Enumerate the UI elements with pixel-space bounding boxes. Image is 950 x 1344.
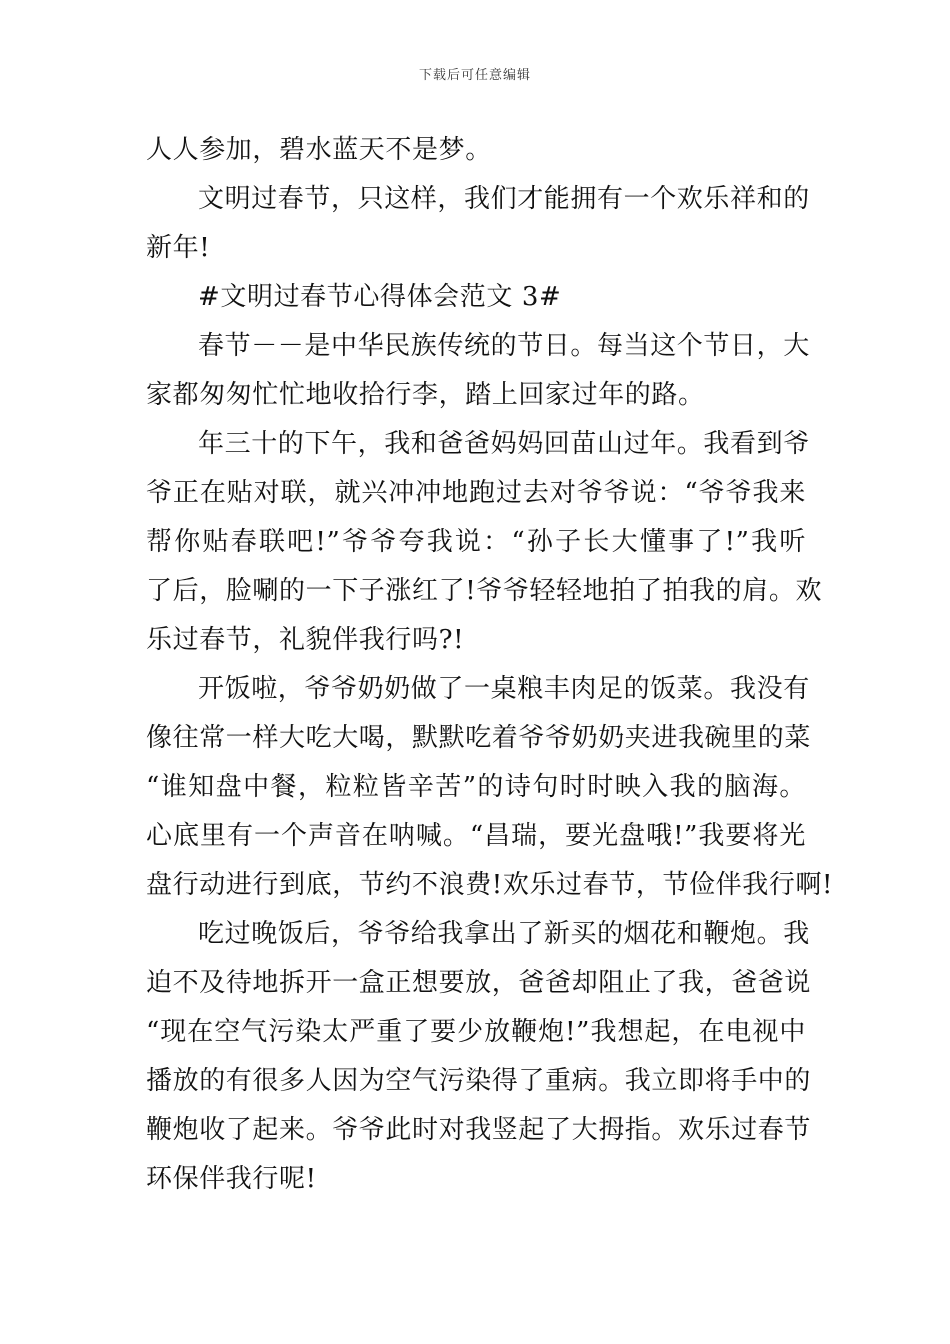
page-header: 下载后可任意编辑 xyxy=(418,68,531,83)
paragraph xyxy=(146,910,812,1204)
paragraph xyxy=(146,665,834,910)
paragraph xyxy=(146,322,810,420)
text-line: 新年! xyxy=(146,233,211,263)
text-line: 开饭啦，爷爷奶奶做了一桌粮丰肉足的饭菜。我没有 xyxy=(198,674,810,704)
text-line: 了后，脸唰的一下子涨红了!爷爷轻轻地拍了拍我的肩。欢 xyxy=(146,576,823,606)
text-line: 吃过晚饭后，爷爷给我拿出了新买的烟花和鞭炮。我 xyxy=(198,919,810,949)
paragraph xyxy=(146,126,806,175)
text-line: “谁知盘中餐，粒粒皆辛苦”的诗句时时映入我的脑海。 xyxy=(146,772,806,802)
text-line: 家都匆匆忙忙地收拾行李，踏上回家过年的路。 xyxy=(146,380,705,410)
text-line: 像往常一样大吃大喝，默默吃着爷爷奶奶夹进我碗里的菜 xyxy=(146,723,812,753)
section-heading xyxy=(146,273,806,322)
text-line: 帮你贴春联吧!”爷爷夸我说：“孙子长大懂事了!”我听 xyxy=(146,527,806,557)
text-line: 年三十的下午，我和爸爸妈妈回苗山过年。我看到爷 xyxy=(198,429,810,459)
document-body xyxy=(146,126,834,1204)
text-line: 心底里有一个声音在呐喊。“昌瑞，要光盘哦!”我要将光 xyxy=(146,821,806,851)
paragraph xyxy=(146,175,810,273)
text-line: 播放的有很多人因为空气污染得了重病。我立即将手中的 xyxy=(146,1066,812,1096)
text-line: #文明过春节心得体会范文 3# xyxy=(198,282,562,312)
paragraph xyxy=(146,420,823,665)
text-line: 文明过春节，只这样，我们才能拥有一个欢乐祥和的 xyxy=(198,184,810,214)
text-line: 乐过春节，礼貌伴我行吗?! xyxy=(146,625,465,655)
text-line: 爷正在贴对联，就兴冲冲地跑过去对爷爷说：“爷爷我来 xyxy=(146,478,806,508)
text-line: 鞭炮收了起来。爷爷此时对我竖起了大拇指。欢乐过春节 xyxy=(146,1115,812,1145)
text-line: 迫不及待地拆开一盒正想要放，爸爸却阻止了我，爸爸说 xyxy=(146,968,812,998)
text-line: 盘行动进行到底，节约不浪费!欢乐过春节，节俭伴我行啊! xyxy=(146,870,834,900)
text-line: 环保伴我行呢! xyxy=(146,1164,317,1194)
text-line: 人人参加，碧水蓝天不是梦。 xyxy=(146,135,492,165)
text-line: 春节－－是中华民族传统的节日。每当这个节日，大 xyxy=(198,331,810,361)
text-line: “现在空气污染太严重了要少放鞭炮!”我想起，在电视中 xyxy=(146,1017,806,1047)
